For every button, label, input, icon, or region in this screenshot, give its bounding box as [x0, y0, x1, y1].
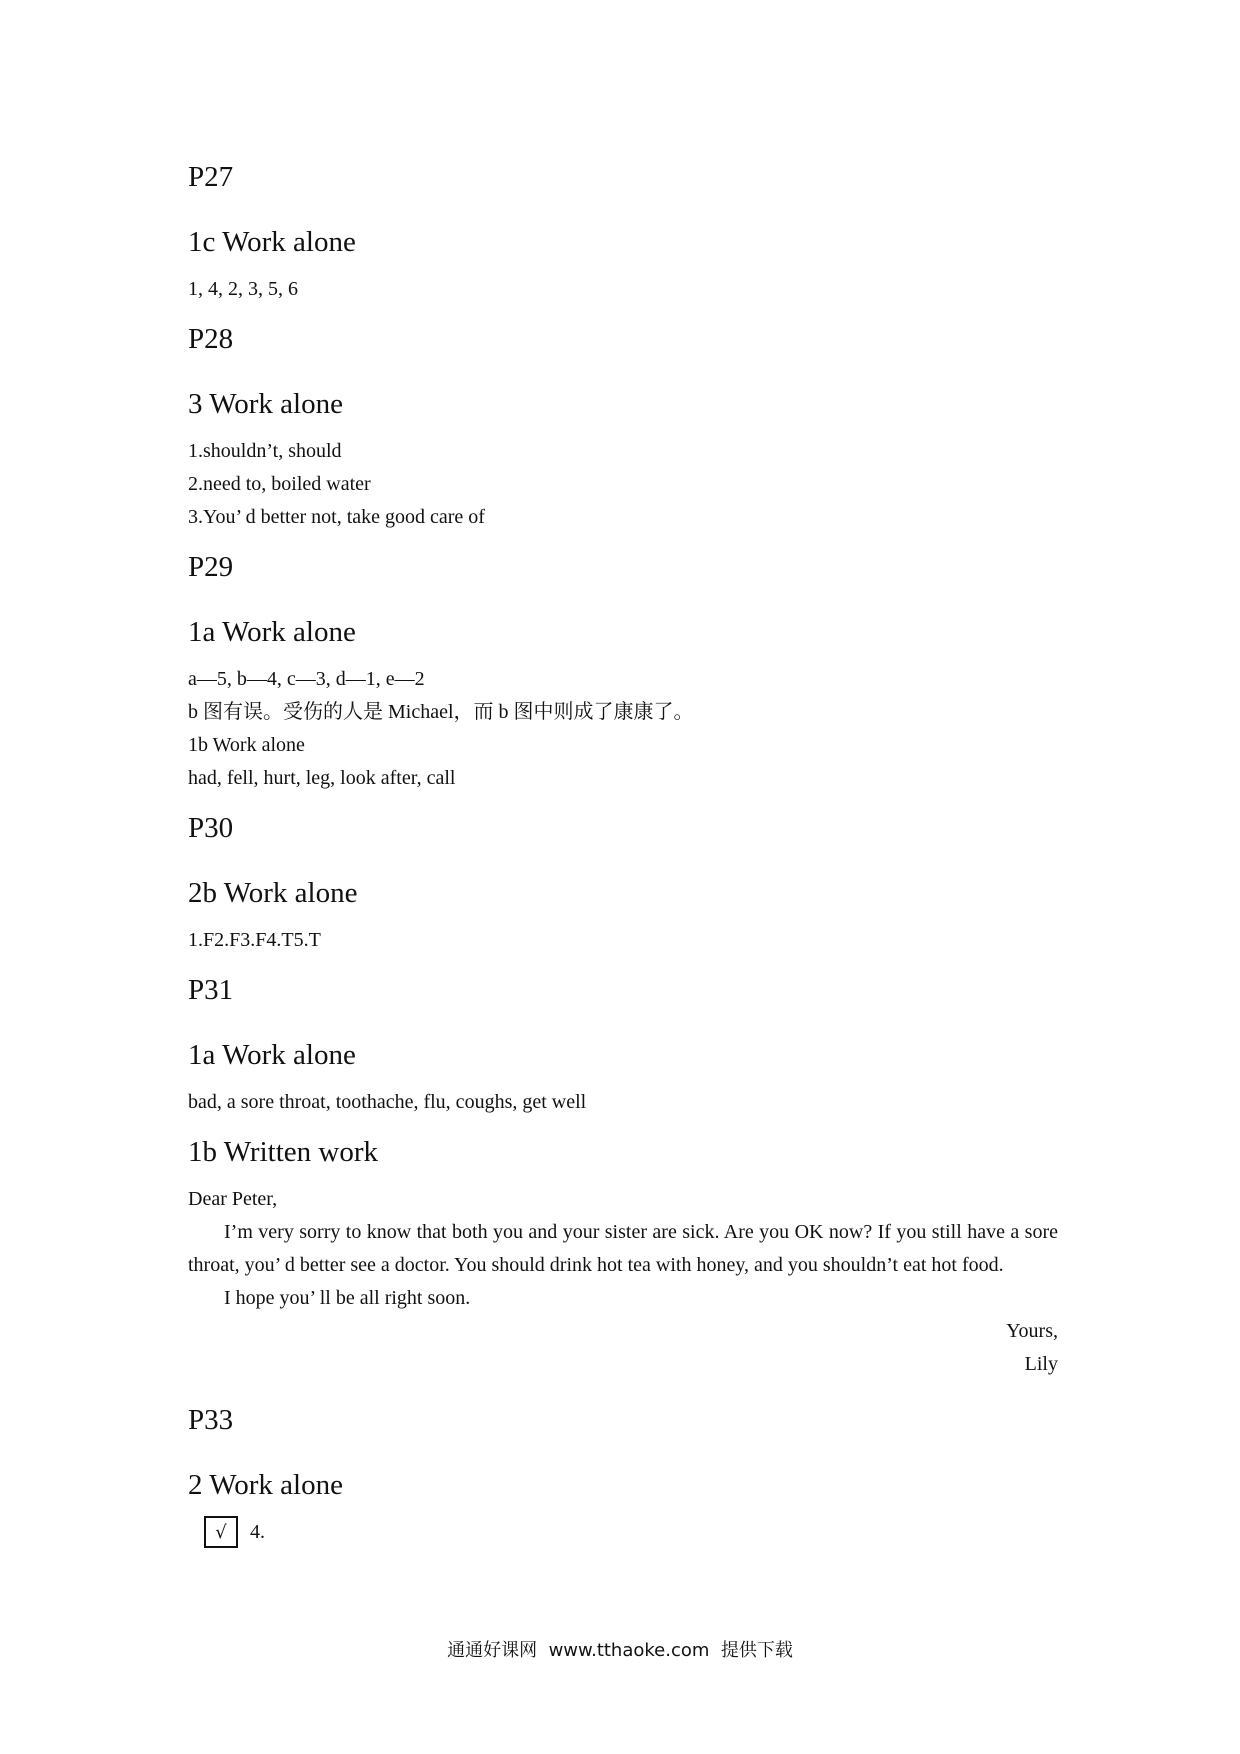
- answer-line: 1.F2.F3.F4.T5.T: [188, 929, 321, 951]
- letter: [188, 1183, 1058, 1381]
- answer-page: [188, 160, 1058, 1548]
- page-number-p29: P29: [188, 551, 234, 583]
- section-title: 1c Work alone: [188, 226, 356, 258]
- page-number-p33: P33: [188, 1404, 234, 1436]
- answer-line: bad, a sore throat, toothache, flu, coughs, get well: [188, 1091, 587, 1113]
- answer-block: [188, 435, 1058, 534]
- section-title: 2 Work alone: [188, 1469, 343, 1501]
- check-number: 4.: [250, 1520, 265, 1543]
- answer-block: [188, 924, 1058, 957]
- page-number-p30: P30: [188, 812, 234, 844]
- answer-line: 3.You’ d better not, take good care of: [188, 506, 485, 528]
- answer-line: 1b Work alone: [188, 734, 305, 756]
- footer-credit: 通通好课网 www.tthaoke.com 提供下载: [447, 1640, 793, 1661]
- letter-paragraph: I’m very sorry to know that both you and your sister are sick. Are you OK now? If you still have a sore throat, you’ d better see a doctor. You should drink hot tea with honey, and you shouldn’t eat hot food.: [188, 1221, 1058, 1276]
- answer-block: [188, 1086, 1058, 1119]
- letter-signature: Lily: [1024, 1353, 1058, 1375]
- section-title: 2b Work alone: [188, 877, 358, 909]
- answer-block: [188, 273, 1058, 306]
- section-title: 1a Work alone: [188, 616, 356, 648]
- letter-paragraph: I hope you’ ll be all right soon.: [224, 1287, 471, 1309]
- check-answer: [204, 1516, 1058, 1548]
- page-number-p31: P31: [188, 974, 234, 1006]
- answer-line: 2.need to, boiled water: [188, 473, 371, 495]
- section-title: 1a Work alone: [188, 1039, 356, 1071]
- answer-line: 1, 4, 2, 3, 5, 6: [188, 278, 298, 300]
- answer-line: b 图有误。受伤的人是 Michael，而 b 图中则成了康康了。: [188, 701, 694, 723]
- page-number-p27: P27: [188, 161, 234, 193]
- section-title: 3 Work alone: [188, 388, 343, 420]
- checkmark-icon: √: [204, 1516, 238, 1548]
- letter-greeting: Dear Peter,: [188, 1188, 278, 1210]
- letter-closing: Yours,: [1006, 1320, 1058, 1342]
- page-number-p28: P28: [188, 323, 234, 355]
- answer-line: a—5, b—4, c—3, d—1, e—2: [188, 668, 425, 690]
- answer-line: 1.shouldn’t, should: [188, 440, 342, 462]
- written-work-title: 1b Written work: [188, 1136, 378, 1168]
- answer-block: [188, 663, 1058, 795]
- answer-line: had, fell, hurt, leg, look after, call: [188, 767, 456, 789]
